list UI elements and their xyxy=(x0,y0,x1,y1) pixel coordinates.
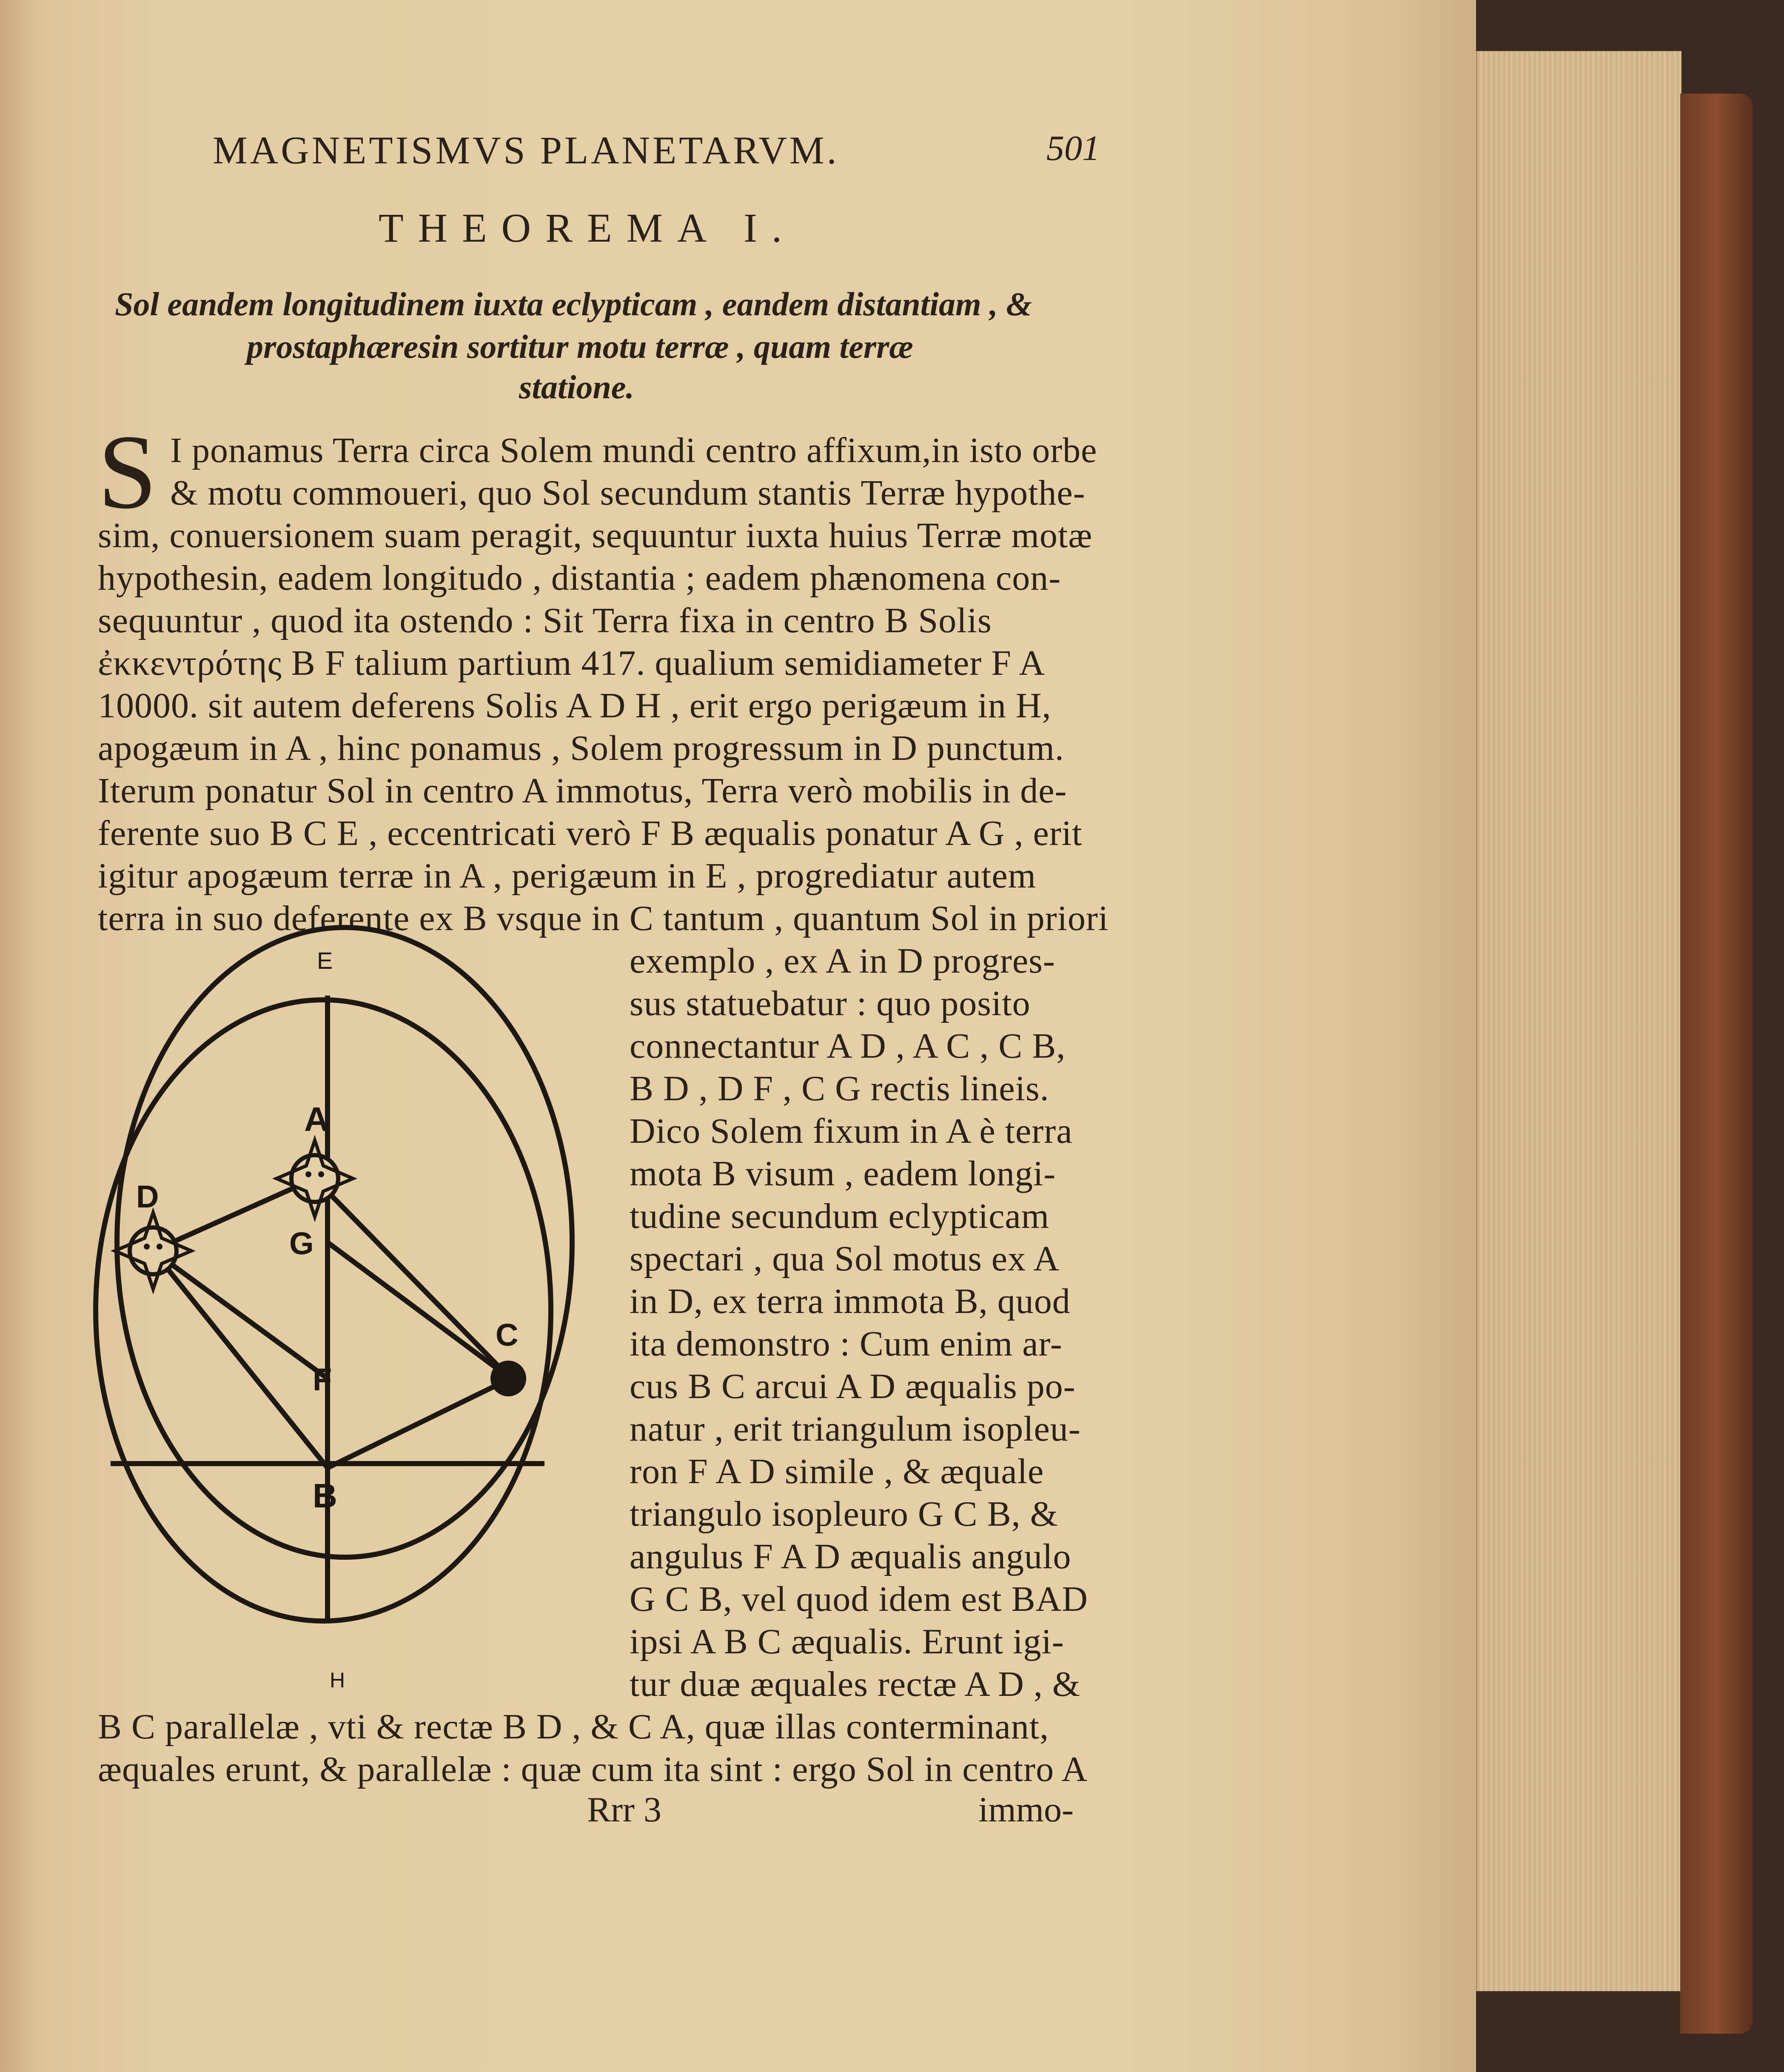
diagram-label-a: A xyxy=(304,1100,329,1138)
column-line: mota B visum , eadem longi- xyxy=(630,1154,1056,1193)
column-line: natur , erit triangulum isopleu- xyxy=(630,1409,1081,1449)
enunciation-line: Sol eandem longitudinem iuxta eclypticam , eandem distantiam , & xyxy=(115,285,1032,323)
diagram-label-h: H xyxy=(330,1668,345,1692)
body-line: hypothesin, eadem longitudo , distantia ; eadem phænomena con- xyxy=(98,558,1061,598)
earth-point-c xyxy=(490,1361,526,1396)
column-line: cus B C arcui A D æqualis po- xyxy=(630,1367,1076,1406)
column-line: B D , D F , C G rectis lineis. xyxy=(630,1069,1049,1108)
running-title: MAGNETISMVS PLANETARVM. xyxy=(213,128,839,172)
body-line: I ponamus Terra circa Solem mundi centro affixum,in isto orbe xyxy=(170,431,1097,470)
body-line: & motu commoueri, quo Sol secundum stantis Terræ hypothe- xyxy=(170,473,1086,513)
body-line: æquales erunt, & parallelæ : quæ cum ita sint : ergo Sol in centro A xyxy=(98,1749,1088,1789)
body-line: sequuntur , quod ita ostendo : Sit Terra fixa in centro B Solis xyxy=(98,601,992,640)
column-line: ipsi A B C æqualis. Erunt igi- xyxy=(630,1622,1064,1661)
column-line: G C B, vel quod idem est BAD xyxy=(630,1579,1088,1619)
column-line: tudine secundum eclypticam xyxy=(630,1196,1050,1236)
diagram-label-d: D xyxy=(136,1179,159,1214)
body-line: ferente suo B C E , eccentricati verò F B æqualis ponatur A G , erit xyxy=(98,813,1083,853)
column-line: angulus F A D æqualis angulo xyxy=(630,1537,1072,1576)
enunciation-line: prostaphæresin sortitur motu terræ , quam terræ xyxy=(247,328,913,365)
column-line: ita demonstro : Cum enim ar- xyxy=(630,1324,1063,1364)
body-line: B C parallelæ , vti & rectæ B D , & C A, quæ illas conterminant, xyxy=(98,1707,1049,1747)
catchword: immo- xyxy=(978,1790,1074,1829)
sun-deferent-circle xyxy=(96,1000,551,1621)
drop-cap: S xyxy=(98,413,157,531)
line-ac xyxy=(315,1179,510,1378)
theorem-title: THEOREMA I. xyxy=(379,205,796,251)
body-line: igitur apogæum terræ in A , perigæum in E , progrediatur autem xyxy=(98,856,1036,896)
column-line: tur duæ æquales rectæ A D , & xyxy=(630,1664,1081,1704)
body-line: ἐκκεντρότης B F talium partium 417. qualium semidiameter F A xyxy=(98,643,1045,683)
diagram-label-f: F xyxy=(313,1362,332,1397)
column-line: ron F A D simile , & æquale xyxy=(630,1452,1044,1491)
diagram-label-b: B xyxy=(313,1477,337,1515)
column-line: sus statuebatur : quo posito xyxy=(630,984,1031,1023)
enunciation-line: statione. xyxy=(519,368,634,405)
line-cb xyxy=(328,1378,510,1468)
signature-mark: Rrr 3 xyxy=(587,1790,661,1829)
column-line: connectantur A D , A C , C B, xyxy=(630,1026,1066,1066)
column-line: triangulo isopleuro G C B, & xyxy=(630,1494,1058,1534)
body-line: 10000. sit autem deferens Solis A D H , erit ergo perigæum in H, xyxy=(98,686,1052,725)
diagram-label-e: E xyxy=(317,947,333,974)
body-line: apogæum in A , hinc ponamus , Solem progressum in D punctum. xyxy=(98,728,1064,768)
column-line: Dico Solem fixum in A è terra xyxy=(630,1111,1073,1151)
column-line: exemplo , ex A in D progres- xyxy=(630,941,1055,981)
line-cg xyxy=(328,1242,510,1378)
body-line: Iterum ponatur Sol in centro A immotus, Terra verò mobilis in de- xyxy=(98,771,1067,811)
column-line: in D, ex terra immota B, quod xyxy=(630,1281,1071,1321)
diagram-label-c: C xyxy=(496,1317,519,1353)
page-number: 501 xyxy=(1046,128,1100,168)
column-line: spectari , qua Sol motus ex A xyxy=(630,1239,1060,1279)
body-line: terra in suo deferente ex B vsque in C tantum , quantum Sol in priori xyxy=(98,899,1109,938)
sun-symbol-d xyxy=(115,1213,191,1289)
body-line: sim, conuersionem suam peragit, sequuntur iuxta huius Terræ motæ xyxy=(98,516,1093,555)
diagram-label-g: G xyxy=(289,1226,314,1261)
